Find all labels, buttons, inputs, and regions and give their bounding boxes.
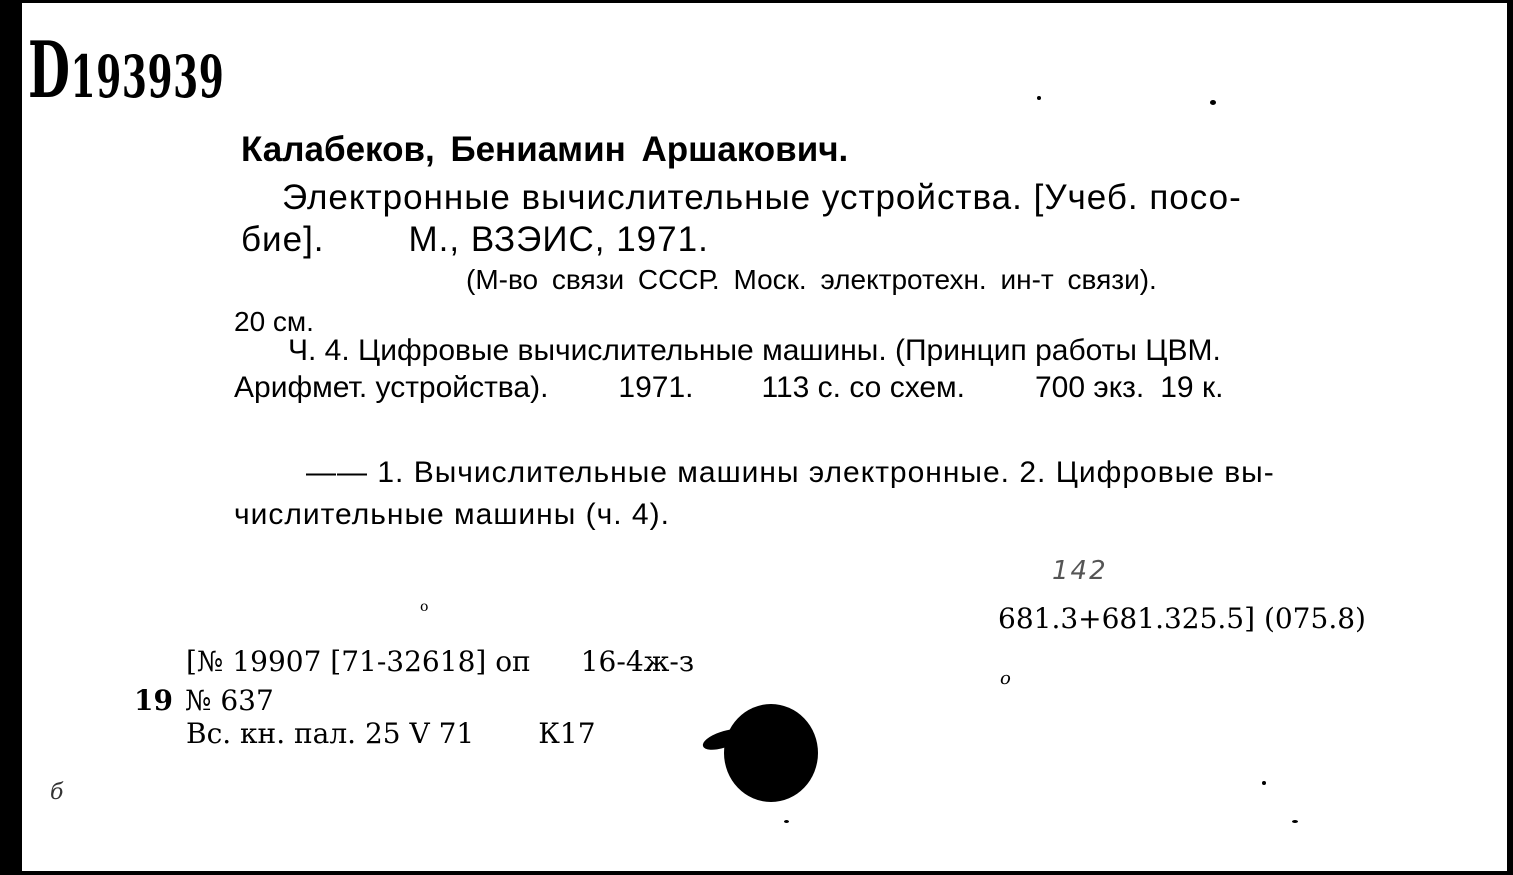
accession-number [28,25,225,116]
order-number: № 637 [184,684,274,717]
registry-line-1 [186,645,695,678]
book-chamber-date: Вс. кн. пал. 25 V 71 [186,717,475,750]
registry-line-3 [186,717,596,750]
author-heading: Калабеков, Бениамин Аршакович. [241,130,849,169]
series-statement: (М-во связи СССР. Моск. электротехн. ин-т связи). [466,264,1157,295]
ink-blot [724,704,818,802]
registry-number: [№ 19907 [71-32618] оп [186,645,531,678]
speck [1262,781,1266,785]
accession-digits: 193939 [70,43,225,111]
speck [784,820,789,823]
speck [1210,100,1216,105]
stray-mark: б [50,780,64,805]
page-count: 113 с. со схем. [761,371,965,404]
subjects-line-2: числительные машины (ч. 4). [234,498,670,531]
title-line-2-end: бие]. [241,220,325,259]
title-line-2 [241,222,709,257]
part-line-2 [234,373,1223,403]
part-line-1: Ч. 4. Цифровые вычислительные машины. (Принцип работы ЦВМ. [288,334,1221,367]
subjects-line-1: —— 1. Вычислительные машины электронные. 2. Цифровые вы- [306,456,1275,489]
physical-size: 20 см. [234,306,314,337]
accession-prefix: D [28,25,71,116]
part-year: 1971. [618,371,694,404]
stray-mark: о [1000,668,1011,689]
print-run: 700 экз. [1035,371,1145,404]
handwritten-note: 142 [1052,556,1108,586]
registry-code: 16-4ж-з [580,645,695,678]
price: 19 к. [1160,371,1224,404]
speck [1292,820,1298,823]
stray-mark: о [420,599,429,615]
title-line-1: Электронные вычислительные устройства. [Учеб. посо- [282,178,1242,217]
speck [1037,96,1041,100]
registry-year: 19 [134,684,173,717]
shelf-code: К17 [538,717,596,750]
registry-line-2 [134,684,274,717]
part-subtitle-end: Арифмет. устройства). [234,371,549,404]
imprint: М., ВЗЭИС, 1971. [408,220,709,259]
udc-classification: 681.3+681.325.5] (075.8) [998,602,1366,635]
